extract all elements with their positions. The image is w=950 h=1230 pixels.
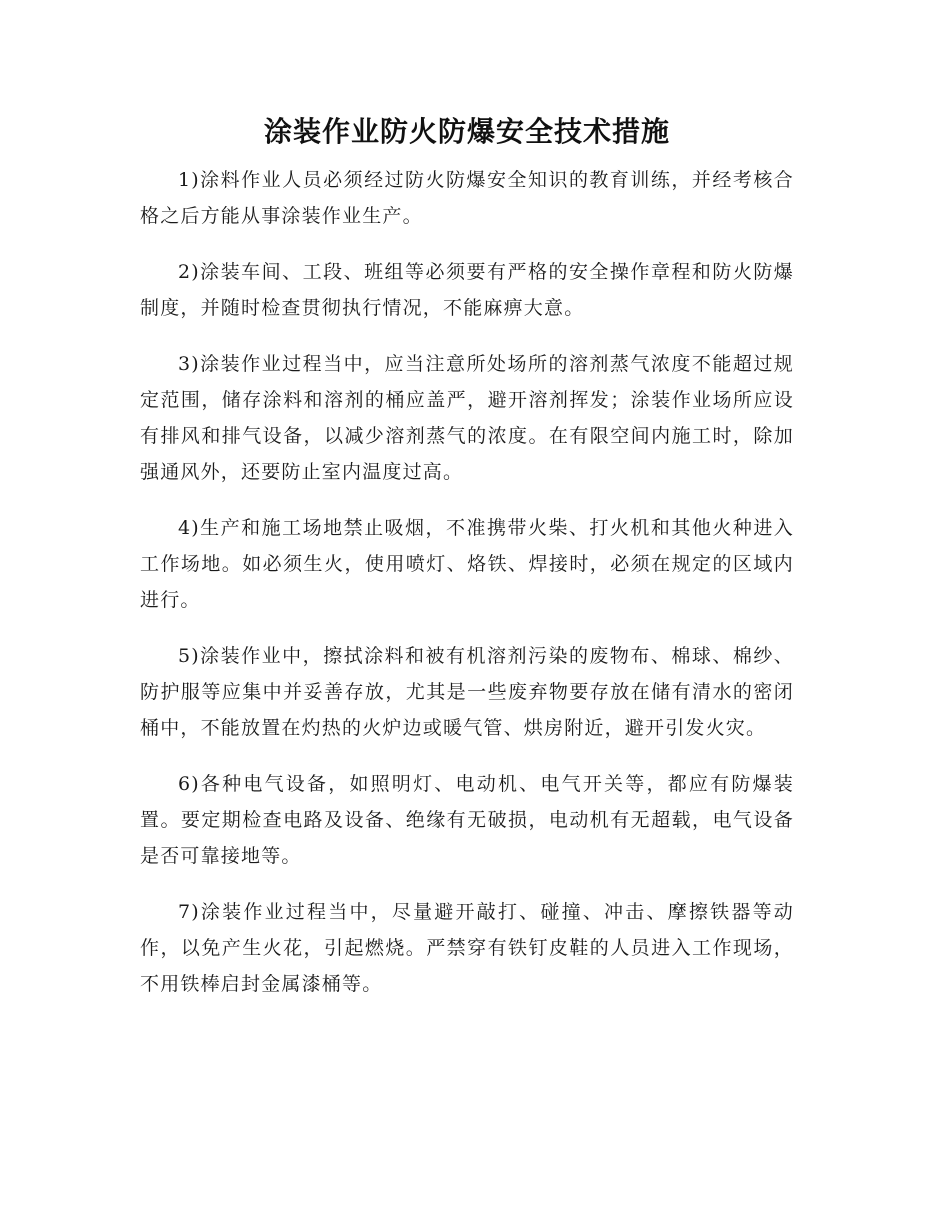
paragraph-4: 4)生产和施工场地禁止吸烟，不准携带火柴、打火机和其他火种进入工作场地。如必须生火，使用喷灯、烙铁、焊接时，必须在规定的区域内进行。 xyxy=(140,517,794,611)
paragraph-2: 2)涂装车间、工段、班组等必须要有严格的安全操作章程和防火防爆制度，并随时检查贯彻执行情况，不能麻痹大意。 xyxy=(140,261,794,319)
paragraph-5: 5)涂装作业中，擦拭涂料和被有机溶剂污染的废物布、棉球、棉纱、防护服等应集中并妥善存放，尤其是一些废弃物要存放在储有清水的密闭桶中，不能放置在灼热的火炉边或暖气管、烘房附近，避开引发火灾。 xyxy=(140,645,794,739)
paragraph-6: 6)各种电气设备，如照明灯、电动机、电气开关等，都应有防爆装置。要定期检查电路及设备、绝缘有无破损，电动机有无超载，电气设备是否可靠接地等。 xyxy=(140,773,794,867)
paragraph-1: 1)涂料作业人员必须经过防火防爆安全知识的教育训练，并经考核合格之后方能从事涂装作业生产。 xyxy=(140,169,794,227)
document-page xyxy=(140,108,794,1022)
document-title: 涂装作业防火防爆安全技术措施 xyxy=(263,115,670,148)
paragraph-3: 3)涂装作业过程当中，应当注意所处场所的溶剂蒸气浓度不能超过规定范围，储存涂料和溶剂的桶应盖严，避开溶剂挥发；涂装作业场所应设有排风和排气设备，以减少溶剂蒸气的浓度。在有限空间内施工时，除加强通风外，还要防止室内温度过高。 xyxy=(140,353,794,483)
paragraph-7: 7)涂装作业过程当中，尽量避开敲打、碰撞、冲击、摩擦铁器等动作，以免产生火花，引起燃烧。严禁穿有铁钉皮鞋的人员进入工作现场，不用铁棒启封金属漆桶等。 xyxy=(140,901,794,995)
